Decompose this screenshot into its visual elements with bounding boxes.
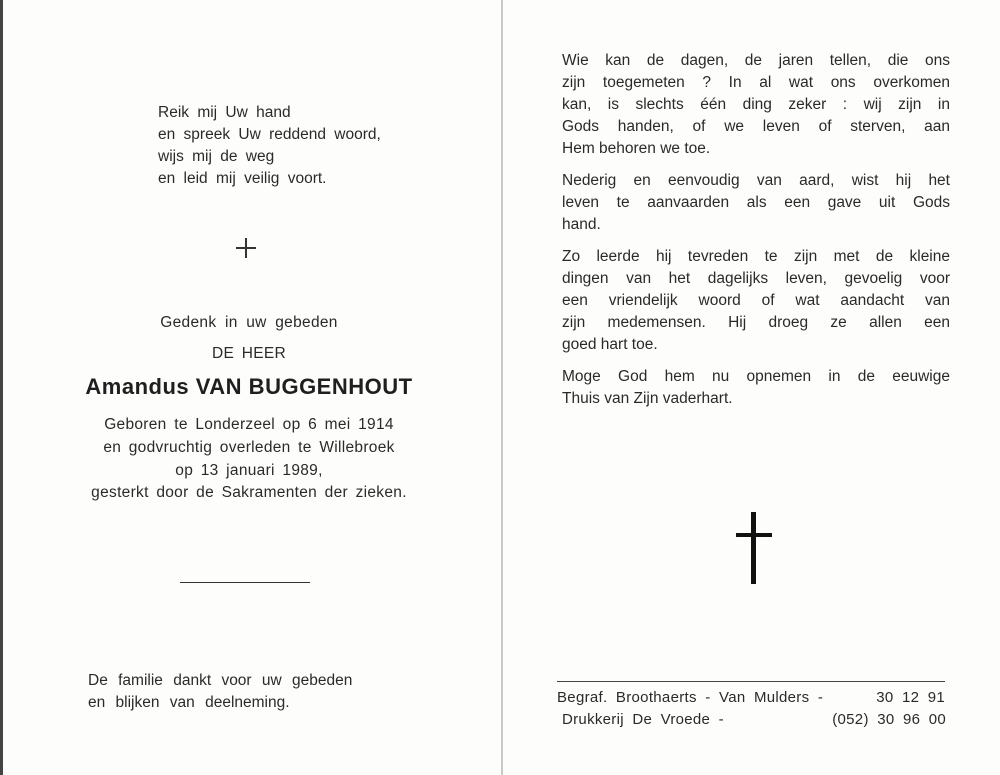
printer-credit	[562, 711, 946, 728]
family-thanks	[88, 670, 408, 714]
paragraph	[562, 366, 950, 410]
footer-divider	[557, 681, 945, 682]
poem-line: en spreek Uw reddend woord,	[158, 126, 381, 143]
text-line: Wie kan de dagen, de jaren tellen, die ons	[562, 52, 950, 69]
meditation-text	[562, 50, 950, 420]
bio-line: Geboren te Londerzeel op 6 mei 1914	[104, 416, 394, 433]
funeral-home-name: Begraf. Broothaerts - Van Mulders -	[557, 689, 824, 706]
bio-line: en godvruchtig overleden te Willebroek	[103, 439, 395, 456]
card-fold-line	[501, 0, 503, 775]
text-line: dingen van het dagelijks leven, gevoelig voor	[562, 270, 950, 287]
bio-line: op 13 januari 1989,	[175, 462, 323, 479]
paragraph	[562, 50, 950, 160]
thanks-line: en blijken van deelneming.	[88, 694, 290, 711]
text-line: Zo leerde hij tevreden te zijn met de kleine	[562, 248, 950, 265]
poem-line: Reik mij Uw hand	[158, 104, 291, 121]
text-line: Hem behoren we toe.	[562, 140, 711, 157]
thanks-line: De familie dankt voor uw gebeden	[88, 672, 353, 689]
remember-text: Gedenk in uw gebeden	[160, 314, 338, 331]
text-line: een vriendelijk woord of wat aandacht van	[562, 292, 950, 309]
funeral-home-credit	[557, 689, 945, 706]
large-cross-icon	[736, 512, 772, 584]
poem-line: wijs mij de weg	[158, 148, 275, 165]
text-line: Moge God hem nu opnemen in de eeuwige	[562, 368, 950, 385]
poem-line: en leid mij veilig voort.	[158, 170, 327, 187]
text-line: zijn toegemeten ? In al wat ons overkomen	[562, 74, 950, 91]
poem	[158, 102, 418, 190]
printer-name: Drukkerij De Vroede -	[562, 711, 724, 728]
deceased-name: Amandus VAN BUGGENHOUT	[85, 374, 413, 399]
text-line: Thuis van Zijn vaderhart.	[562, 390, 733, 407]
text-line: hand.	[562, 216, 601, 233]
funeral-home-phone: 30 12 91	[876, 689, 945, 706]
small-cross-icon	[236, 238, 256, 258]
paragraph	[562, 246, 950, 356]
divider-line	[180, 582, 310, 583]
text-line: Gods handen, of we leven of sterven, aan	[562, 118, 950, 135]
honorific-title: DE HEER	[211, 345, 286, 362]
paragraph	[562, 170, 950, 236]
text-line: kan, is slechts één ding zeker : wij zijn in	[562, 96, 950, 113]
text-line: goed hart toe.	[562, 336, 658, 353]
text-line: Nederig en eenvoudig van aard, wist hij het	[562, 172, 950, 189]
printer-phone: (052) 30 96 00	[832, 711, 946, 728]
text-line: zijn medemensen. Hij droeg ze allen een	[562, 314, 950, 331]
text-line: leven te aanvaarden als een gave uit Gods	[562, 194, 950, 211]
bio-line: gesterkt door de Sakramenten der zieken.	[91, 484, 407, 501]
